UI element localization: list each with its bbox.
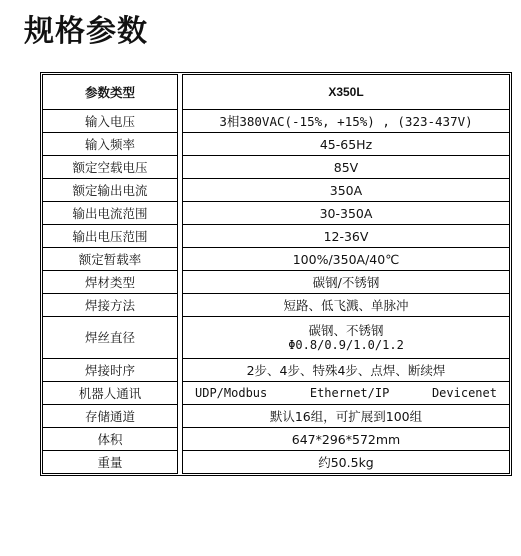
table-row	[42, 156, 510, 179]
page-title: 规格参数	[24, 14, 148, 49]
param-value: 2步、4步、特殊4步、点焊、断续焊	[182, 359, 510, 382]
param-value: 100%/350A/40℃	[182, 248, 510, 271]
value-line: 碳钢、不锈钢	[308, 322, 384, 338]
table-row	[42, 428, 510, 451]
param-name: 焊接方法	[42, 294, 178, 317]
param-name: 焊材类型	[42, 271, 178, 294]
param-value: 85V	[182, 156, 510, 179]
table-header-row	[42, 74, 510, 110]
param-name: 体积	[42, 428, 178, 451]
spec-table	[40, 72, 512, 476]
table-row	[42, 451, 510, 474]
param-value: 碳钢/不锈钢	[182, 271, 510, 294]
param-name: 焊接时序	[42, 359, 178, 382]
table-row	[42, 179, 510, 202]
protocol-item: Ethernet/IP	[309, 385, 390, 400]
table-row	[42, 382, 510, 405]
param-value	[182, 382, 510, 405]
param-name: 额定输出电流	[42, 179, 178, 202]
param-name: 存储通道	[42, 405, 178, 428]
param-name: 机器人通讯	[42, 382, 178, 405]
param-value: 默认16组，可扩展到100组	[182, 405, 510, 428]
param-value: 约50.5kg	[182, 451, 510, 474]
param-name: 额定暂载率	[42, 248, 178, 271]
param-value: 30-350A	[182, 202, 510, 225]
protocol-item: Devicenet	[431, 385, 497, 400]
param-value: 12-36V	[182, 225, 510, 248]
protocol-list	[187, 386, 505, 401]
param-value: 45-65Hz	[182, 133, 510, 156]
table-row	[42, 405, 510, 428]
param-value: 350A	[182, 179, 510, 202]
protocol-item: UDP/Modbus	[195, 385, 268, 400]
table-row	[42, 271, 510, 294]
param-value	[182, 317, 510, 359]
param-name: 焊丝直径	[42, 317, 178, 359]
param-name: 输出电流范围	[42, 202, 178, 225]
table-row	[42, 317, 510, 359]
table-row	[42, 202, 510, 225]
value-line: Φ0.8/0.9/1.0/1.2	[288, 337, 404, 352]
header-value-cell: X350L	[182, 74, 510, 110]
table-row	[42, 225, 510, 248]
table-row	[42, 294, 510, 317]
param-name: 重量	[42, 451, 178, 474]
param-name: 额定空载电压	[42, 156, 178, 179]
param-value: 647*296*572mm	[182, 428, 510, 451]
table-row	[42, 110, 510, 133]
param-value: 短路、低飞溅、单脉冲	[182, 294, 510, 317]
param-value: 3相380VAC(-15%, +15%) , (323-437V)	[182, 110, 510, 133]
header-key-cell: 参数类型	[42, 74, 178, 110]
param-name: 输入电压	[42, 110, 178, 133]
table-row	[42, 248, 510, 271]
table-row	[42, 359, 510, 382]
param-name: 输出电压范围	[42, 225, 178, 248]
table-row	[42, 133, 510, 156]
param-name: 输入频率	[42, 133, 178, 156]
